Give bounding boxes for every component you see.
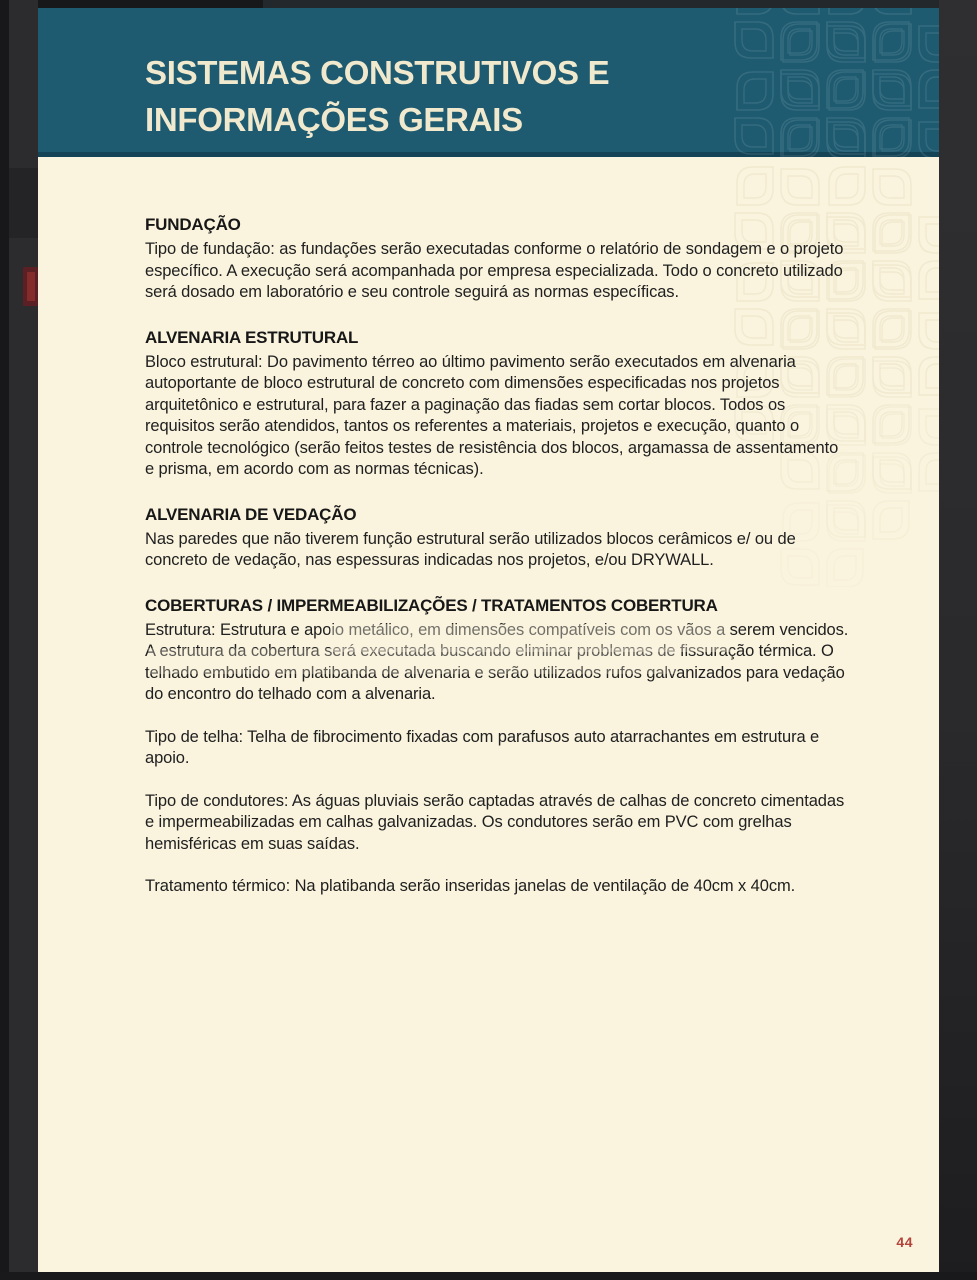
page-number: 44 [896, 1234, 913, 1250]
section-paragraph-fundacao: Tipo de fundação: as fundações serão executadas conforme o relatório de sondagem e o projeto específico. A execução será acompanhada por empresa especializada. Todo o concreto utilizado será dosado em laboratório e seu controle seguirá as normas específicas. [145, 240, 844, 301]
viewer-right-gutter [939, 0, 977, 1280]
page-title-line1: SISTEMAS CONSTRUTIVOS E [145, 54, 610, 91]
red-marker [23, 267, 38, 306]
viewer-top-strip [38, 0, 939, 8]
viewer-bottom-strip [0, 1272, 977, 1280]
red-marker-core [27, 272, 35, 301]
section-heading-alvenaria-estrutural: ALVENARIA ESTRUTURAL [145, 327, 359, 347]
section-heading-coberturas: COBERTURAS / IMPERMEABILIZAÇÕES / TRATAMENTOS COBERTURA [145, 595, 718, 615]
section-paragraph-alvenaria-vedacao: Nas paredes que não tiverem função estrutural serão utilizados blocos cerâmicos e/ ou de concreto de vedação, nas espessuras indicadas nos projetos, e/ou DRYWALL. [145, 529, 796, 569]
paragraph-tipo-de-condutores: Tipo de condutores: As águas pluviais serão captadas através de calhas de concreto cimentadas e impermeabilizadas em calhas galvanizadas. Os condutores serão em PVC com grelhas hemisféricas em suas saídas. [145, 791, 845, 853]
page-title-line2: INFORMAÇÕES GERAIS [145, 101, 523, 138]
paragraph-tratamento-termico: Tratamento térmico: Na platibanda serão inseridas janelas de ventilação de 40cm x 40cm. [145, 877, 796, 895]
quatrefoil-watermark-icon [719, 8, 939, 157]
section-paragraph-coberturas: Estrutura: Estrutura e apoio metálico, em dimensões compatíveis com os vãos a serem vencidos. A estrutura da cobertura será executada buscando eliminar problemas de fissuração térmica. O telhado embutido em platibanda de alvenaria e serão utilizados rufos galvanizados para vedação do encontro do telhado com a alvenaria. [145, 620, 849, 703]
viewer-left-edge [0, 0, 9, 1280]
viewer-left-shade-block [9, 168, 38, 238]
page-header-band [38, 8, 939, 157]
page-title [145, 49, 609, 143]
faded-text-artifact [148, 648, 678, 674]
viewer-top-strip-dark [38, 0, 263, 8]
viewer-left-gutter [0, 0, 38, 1280]
section-heading-alvenaria-vedacao: ALVENARIA DE VEDAÇÃO [145, 504, 357, 524]
section-heading-fundacao: FUNDAÇÃO [145, 215, 241, 234]
document-body [145, 214, 851, 898]
document-page [38, 8, 939, 1272]
section-paragraph-alvenaria-estrutural: Bloco estrutural: Do pavimento térreo ao último pavimento serão executados em alvenaria autoportante de bloco estrutural de concreto com dimensões especificadas nos projetos arquitetônico e estrutural, para fazer a paginação das fiadas sem cortar blocos. Todos os requisitos serão atendidos, tantos os referentes a materiais, projetos e execução, quanto o controle tecnológico (serão feitos testes de resistência dos blocos, argamassa de assentamento e prisma, em acordo com as normas técnicas). [145, 352, 839, 478]
paragraph-tipo-de-telha: Tipo de telha: Telha de fibrocimento fixadas com parafusos auto atarrachantes em estrutura e apoio. [145, 727, 820, 767]
